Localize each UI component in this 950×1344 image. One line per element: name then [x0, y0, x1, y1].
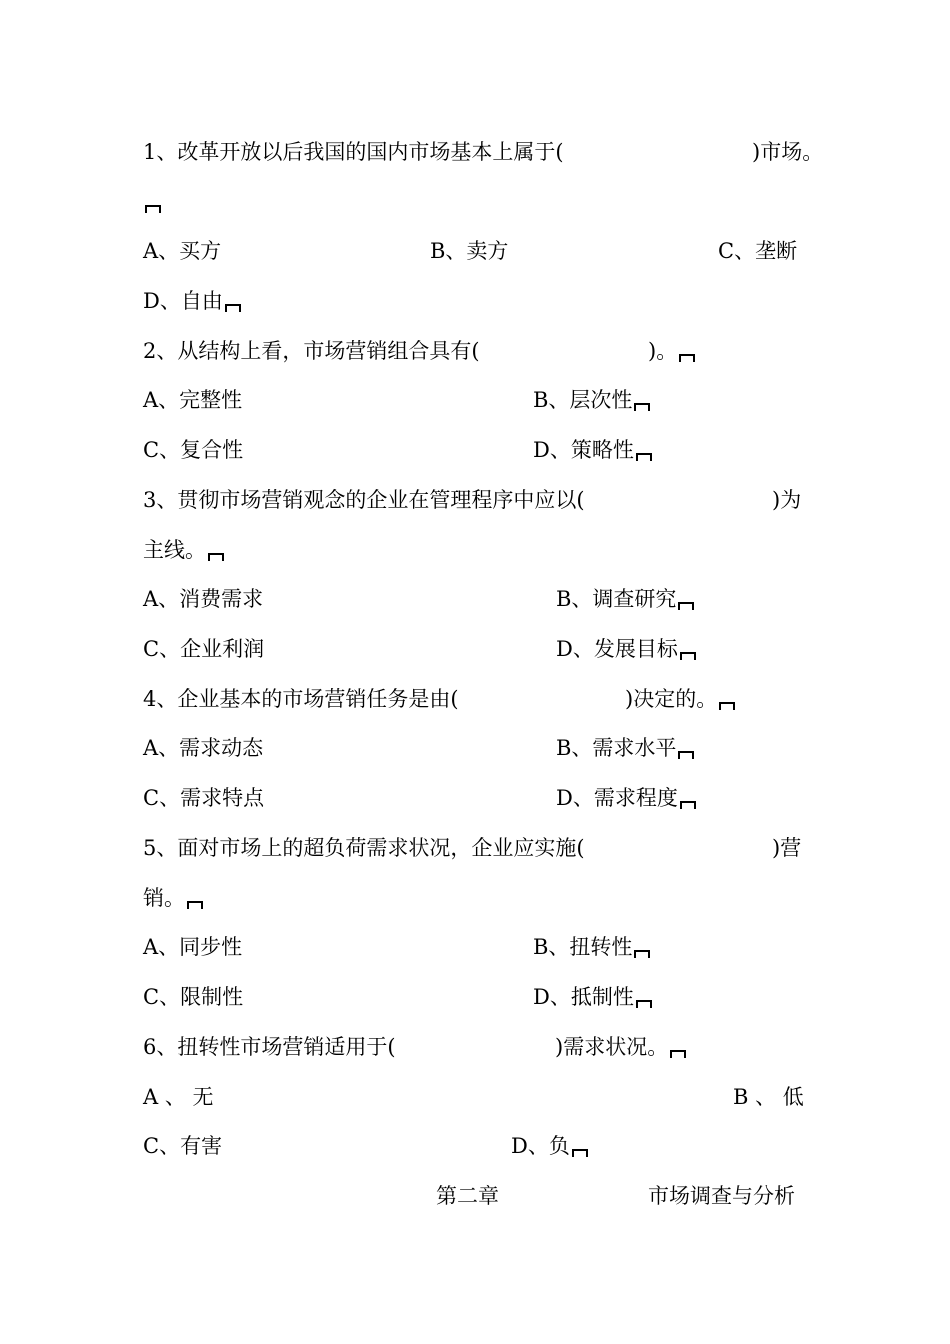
question-2-option-a: A、完整性 [143, 388, 243, 412]
question-1-option-b: B、卖方 [430, 239, 509, 263]
question-2-option-d: D、策略性 [533, 435, 652, 465]
question-1-stem-start: 1、改革开放以后我国的国内市场基本上属于( [143, 140, 564, 164]
question-1-option-d: D、自由 [143, 286, 241, 316]
question-3-option-b: B、调查研究 [556, 584, 694, 614]
question-6-option-d: D、负 [511, 1131, 588, 1161]
question-3-option-a: A、消费需求 [143, 587, 264, 611]
paragraph-mark [143, 187, 161, 217]
paragraph-mark-icon [678, 751, 694, 759]
question-5-option-d: D、抵制性 [533, 982, 652, 1012]
question-3-stem-end: )为 [772, 488, 802, 512]
question-2-stem: 2、从结构上看，市场营销组合具有( [143, 339, 480, 363]
question-5-option-b: B、扭转性 [533, 932, 650, 962]
question-1-stem-end: )市场。 [752, 140, 824, 164]
question-2-option-b: B、层次性 [533, 385, 650, 415]
paragraph-mark-icon [225, 304, 241, 312]
chapter-number: 第二章 [436, 1184, 499, 1208]
question-4-option-c: C、需求特点 [143, 786, 265, 810]
paragraph-mark-icon [636, 1000, 652, 1008]
question-1-stem [143, 137, 564, 167]
question-3-option-d: D、发展目标 [556, 634, 696, 664]
question-6-stem-end: )需求状况。 [555, 1032, 686, 1062]
question-6-option-b: B 、 低 [733, 1085, 804, 1109]
paragraph-mark-icon [670, 1050, 686, 1058]
paragraph-mark-icon [572, 1149, 588, 1157]
paragraph-mark-icon [145, 205, 161, 213]
paragraph-mark-icon [719, 702, 735, 710]
question-2-stem-end: )。 [648, 336, 695, 366]
question-5-stem-end: )营 [772, 836, 802, 860]
paragraph-mark-icon [680, 652, 696, 660]
paragraph-mark-icon [187, 901, 203, 909]
question-1-option-a: A、买方 [143, 239, 222, 263]
question-2-option-c: C、复合性 [143, 438, 244, 462]
question-3-stem-continued: 主线。 [143, 535, 224, 565]
question-5-option-c: C、限制性 [143, 985, 244, 1009]
question-3-option-c: C、企业利润 [143, 637, 265, 661]
question-6-option-a: A 、 无 [143, 1085, 214, 1109]
question-1-option-c: C、垄断 [718, 239, 798, 263]
paragraph-mark-icon [678, 602, 694, 610]
question-4-option-d: D、需求程度 [556, 783, 696, 813]
question-4-option-a: A、需求动态 [143, 736, 264, 760]
paragraph-mark-icon [679, 354, 695, 362]
question-4-option-b: B、需求水平 [556, 733, 694, 763]
paragraph-mark-icon [634, 950, 650, 958]
paragraph-mark-icon [636, 453, 652, 461]
question-5-stem: 5、面对市场上的超负荷需求状况，企业应实施( [143, 836, 585, 860]
question-3-stem: 3、贯彻市场营销观念的企业在管理程序中应以( [143, 488, 585, 512]
question-4-stem-end: )决定的。 [625, 684, 735, 714]
question-6-option-c: C、有害 [143, 1134, 223, 1158]
question-5-option-a: A、同步性 [143, 935, 243, 959]
paragraph-mark-icon [680, 801, 696, 809]
question-6-stem: 6、扭转性市场营销适用于( [143, 1035, 396, 1059]
paragraph-mark-icon [634, 403, 650, 411]
chapter-title: 市场调查与分析 [648, 1184, 795, 1208]
paragraph-mark-icon [208, 553, 224, 561]
question-5-stem-continued: 销。 [143, 883, 203, 913]
question-4-stem: 4、企业基本的市场营销任务是由( [143, 687, 459, 711]
